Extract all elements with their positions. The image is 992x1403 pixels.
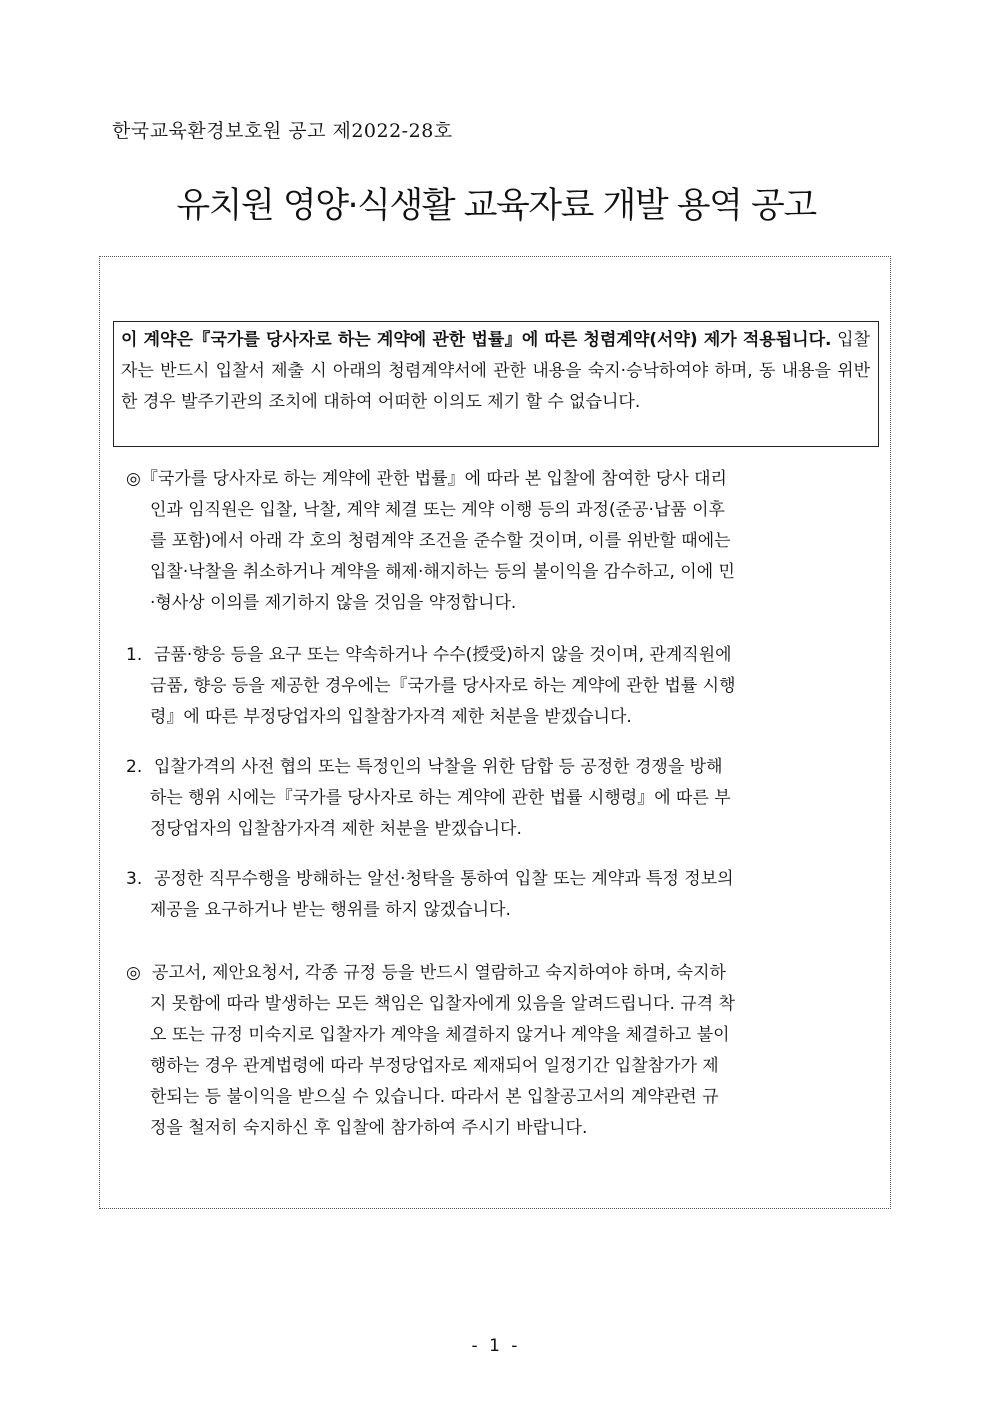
text-line: 오 또는 규정 미숙지로 입찰자가 계약을 체결하지 않거나 계약을 체결하고 불이 xyxy=(150,1025,730,1045)
double-circle-marker: ◎ xyxy=(126,469,141,489)
text-line: 정을 철저히 숙지하신 후 입찰에 참가하여 주시기 바랍니다. xyxy=(150,1118,588,1138)
text-line: 금품, 향응 등을 제공한 경우에는『국가를 당사자로 하는 계약에 관한 법률 시행 xyxy=(150,676,736,696)
text-line: 입찰·낙찰을 취소하거나 계약을 해제·해지하는 등의 불이익을 감수하고, 이에 민 xyxy=(150,562,735,582)
text-line: 인과 임직원은 입찰, 낙찰, 계약 체결 또는 계약 이행 등의 과정(준공·납품 이후 xyxy=(150,500,725,520)
page-number: - 1 - xyxy=(471,1336,521,1356)
text-line: 정당업자의 입찰참가자격 제한 처분을 받겠습니다. xyxy=(150,819,522,839)
text-line: 를 포함)에서 아래 각 호의 청렴계약 조건을 준수할 것이며, 이를 위반할 때에는 xyxy=(150,531,731,551)
text-line: 제공을 요구하거나 받는 행위를 하지 않겠습니다. xyxy=(150,900,511,920)
text-line: 2. 입찰가격의 사전 협의 또는 특정인의 낙찰을 위한 담합 등 공정한 경쟁을 방해 xyxy=(126,752,882,783)
clause-item-1 xyxy=(126,640,882,671)
integrity-clause-section xyxy=(126,464,882,495)
clause-item-2-continuation xyxy=(150,783,882,845)
notice-section-continuation xyxy=(150,989,882,1144)
clause-item-3-continuation xyxy=(150,895,882,926)
clause-item-1-continuation xyxy=(150,671,882,733)
clause-item-3 xyxy=(126,864,882,895)
notice-section xyxy=(126,958,882,989)
pledge-normal-text: 입찰자는 반드시 입찰서 제출 시 아래의 청렴계약서에 관한 내용을 숙지·승낙하여야 하며, 동 내용을 위반한 경우 발주기관의 조치에 대하여 어떠한 이의도 제기 할 수 없습니다. xyxy=(121,330,871,412)
integrity-clause-continuation xyxy=(150,495,882,619)
page-title: 유치원 영양·식생활 교육자료 개발 용역 공고 xyxy=(176,186,816,226)
text-line: 행하는 경우 관계법령에 따라 부정당업자로 제재되어 일정기간 입찰참가가 제 xyxy=(150,1056,719,1076)
text-line: ◎『국가를 당사자로 하는 계약에 관한 법률』에 따라 본 입찰에 참여한 당사 대리 xyxy=(126,464,882,495)
item-number: 1. xyxy=(126,645,143,665)
text-line: 3. 공정한 직무수행을 방해하는 알선·청탁을 통하여 입찰 또는 계약과 특정 정보의 xyxy=(126,864,882,895)
notice-number: 한국교육환경보호원 공고 제2022-28호 xyxy=(112,120,453,142)
text-line: ◎ 공고서, 제안요청서, 각종 규정 등을 반드시 열람하고 숙지하여야 하며, 숙지하 xyxy=(126,958,882,989)
text-line: ·형사상 이의를 제기하지 않을 것임을 약정합니다. xyxy=(150,593,517,613)
text-line: 령』에 따른 부정당업자의 입찰참가자격 제한 처분을 받겠습니다. xyxy=(150,707,632,727)
integrity-pledge-box xyxy=(113,321,879,447)
clause-item-2 xyxy=(126,752,882,783)
text-line: 하는 행위 시에는『국가를 당사자로 하는 계약에 관한 법률 시행령』에 따른 부 xyxy=(150,788,731,808)
pledge-bold-text: 이 계약은『국가를 당사자로 하는 계약에 관한 법률』에 따른 청렴계약(서약) 제가 적용됩니다. xyxy=(121,330,832,350)
item-number: 3. xyxy=(126,869,143,889)
text-line: 1. 금품·향응 등을 요구 또는 약속하거나 수수(授受)하지 않을 것이며, 관계직원에 xyxy=(126,640,882,671)
double-circle-marker: ◎ xyxy=(126,963,141,983)
item-number: 2. xyxy=(126,757,143,777)
text-line: 한되는 등 불이익을 받으실 수 있습니다. 따라서 본 입찰공고서의 계약관련 규 xyxy=(150,1087,719,1107)
text-line: 지 못함에 따라 발생하는 모든 책임은 입찰자에게 있음을 알려드립니다. 규격 착 xyxy=(150,994,735,1014)
